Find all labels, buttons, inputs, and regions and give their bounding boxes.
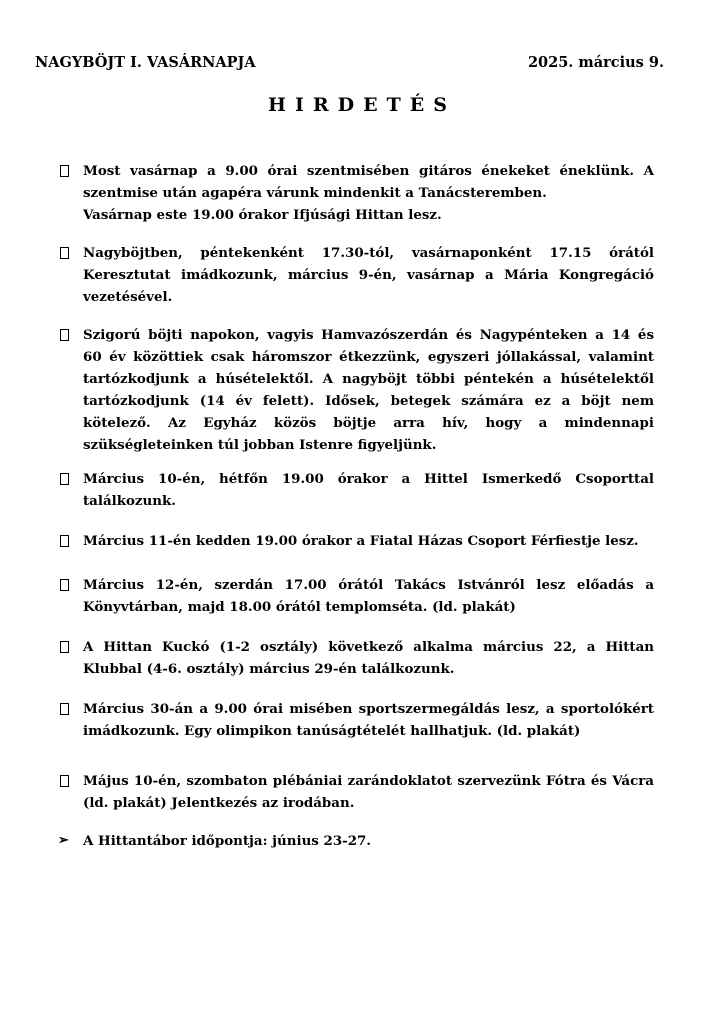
checkbox-bullet-icon [60,579,69,591]
announcement-text [83,160,654,226]
text-line: találkozunk. [83,493,176,509]
text-line: Most vasárnap a 9.00 órai szentmisében gitáros énekeket éneklünk. A [83,163,654,179]
checkbox-bullet-icon [60,641,69,653]
announcement-text [83,468,654,512]
text-line: 60 év közöttiek csak háromszor étkezzünk, egyszeri jóllakással, valamint [83,349,654,365]
text-line: tartózkodjunk (14 év felett). Idősek, betegek számára ez a böjt nem [83,393,654,409]
announcement-text [83,698,654,742]
text-line: Vasárnap este 19.00 órakor Ifjúsági Hittan lesz. [83,207,442,223]
announcement-text [83,830,654,852]
announcement-item [58,636,654,680]
text-line: Március 11-én kedden 19.00 órakor a Fiatal Házas Csoport Férfiestje lesz. [83,533,639,549]
checkbox-bullet-icon [60,165,69,177]
announcement-text [83,770,654,814]
checkbox-bullet-icon [60,535,69,547]
text-line: kötelező. Az Egyház közös böjtje arra hív, hogy a mindennapi [83,415,654,431]
checkbox-bullet-icon [60,473,69,485]
text-line: tartózkodjunk a húsételektől. A nagyböjt többi péntekén a húsételektől [83,371,654,387]
announcement-item [58,324,654,456]
text-line: Március 10-én, hétfőn 19.00 órakor a Hittel Ismerkedő Csoporttal [83,471,654,487]
announcement-item [58,574,654,618]
text-line: imádkozunk. Egy olimpikon tanúságtételét hallhatjuk. (ld. plakát) [83,723,581,739]
checkbox-bullet-icon [60,703,69,715]
announcement-item [58,468,654,512]
text-line: Május 10-én, szombaton plébániai zarándoklatot szervezünk Fótra és Vácra [83,773,654,789]
announcement-item [58,830,654,852]
announcement-text [83,574,654,618]
text-line: szentmise után agapéra várunk mindenkit a Tanácsteremben. [83,185,547,201]
text-line: A Hittantábor időpontja: június 23-27. [83,833,371,849]
announcement-item [58,698,654,742]
checkbox-bullet-icon [60,247,69,259]
announcement-text [83,636,654,680]
text-line: vezetésével. [83,289,173,305]
header-sunday-name: NAGYBÖJT I. VASÁRNAPJA [35,54,256,71]
announcement-item [58,770,654,814]
text-line: Március 30-án a 9.00 órai misében sportszermegáldás lesz, a sportolókért [83,701,654,717]
announcement-item [58,242,654,308]
text-line: Március 12-én, szerdán 17.00 órától Takács Istvánról lesz előadás a [83,577,654,593]
text-line: Szigorú böjti napokon, vagyis Hamvazószerdán és Nagypénteken a 14 és [83,327,654,343]
announcement-item [58,530,654,552]
text-line: Keresztutat imádkozunk, március 9-én, vasárnap a Mária Kongregáció [83,267,654,283]
header-date: 2025. március 9. [527,54,664,71]
announcement-text [83,530,654,552]
text-line: Klubbal (4-6. osztály) március 29-én találkozunk. [83,661,455,677]
text-line: (ld. plakát) Jelentkezés az irodában. [83,795,355,811]
page-title: HIRDETÉS [268,94,456,116]
header [35,54,664,71]
checkbox-bullet-icon [60,775,69,787]
announcement-text [83,242,654,308]
text-line: Nagyböjtben, péntekenként 17.30-tól, vasárnaponként 17.15 órától [83,245,654,261]
checkbox-bullet-icon [60,329,69,341]
text-line: Könyvtárban, majd 18.00 órától templomséta. (ld. plakát) [83,599,516,615]
text-line: szükségleteinken túl jobban Istenre figyeljünk. [83,437,437,453]
arrow-bullet-icon: ➢ [58,833,69,848]
announcement-text [83,324,654,456]
text-line: A Hittan Kuckó (1-2 osztály) következő alkalma március 22, a Hittan [83,639,654,655]
announcement-item [58,160,654,226]
